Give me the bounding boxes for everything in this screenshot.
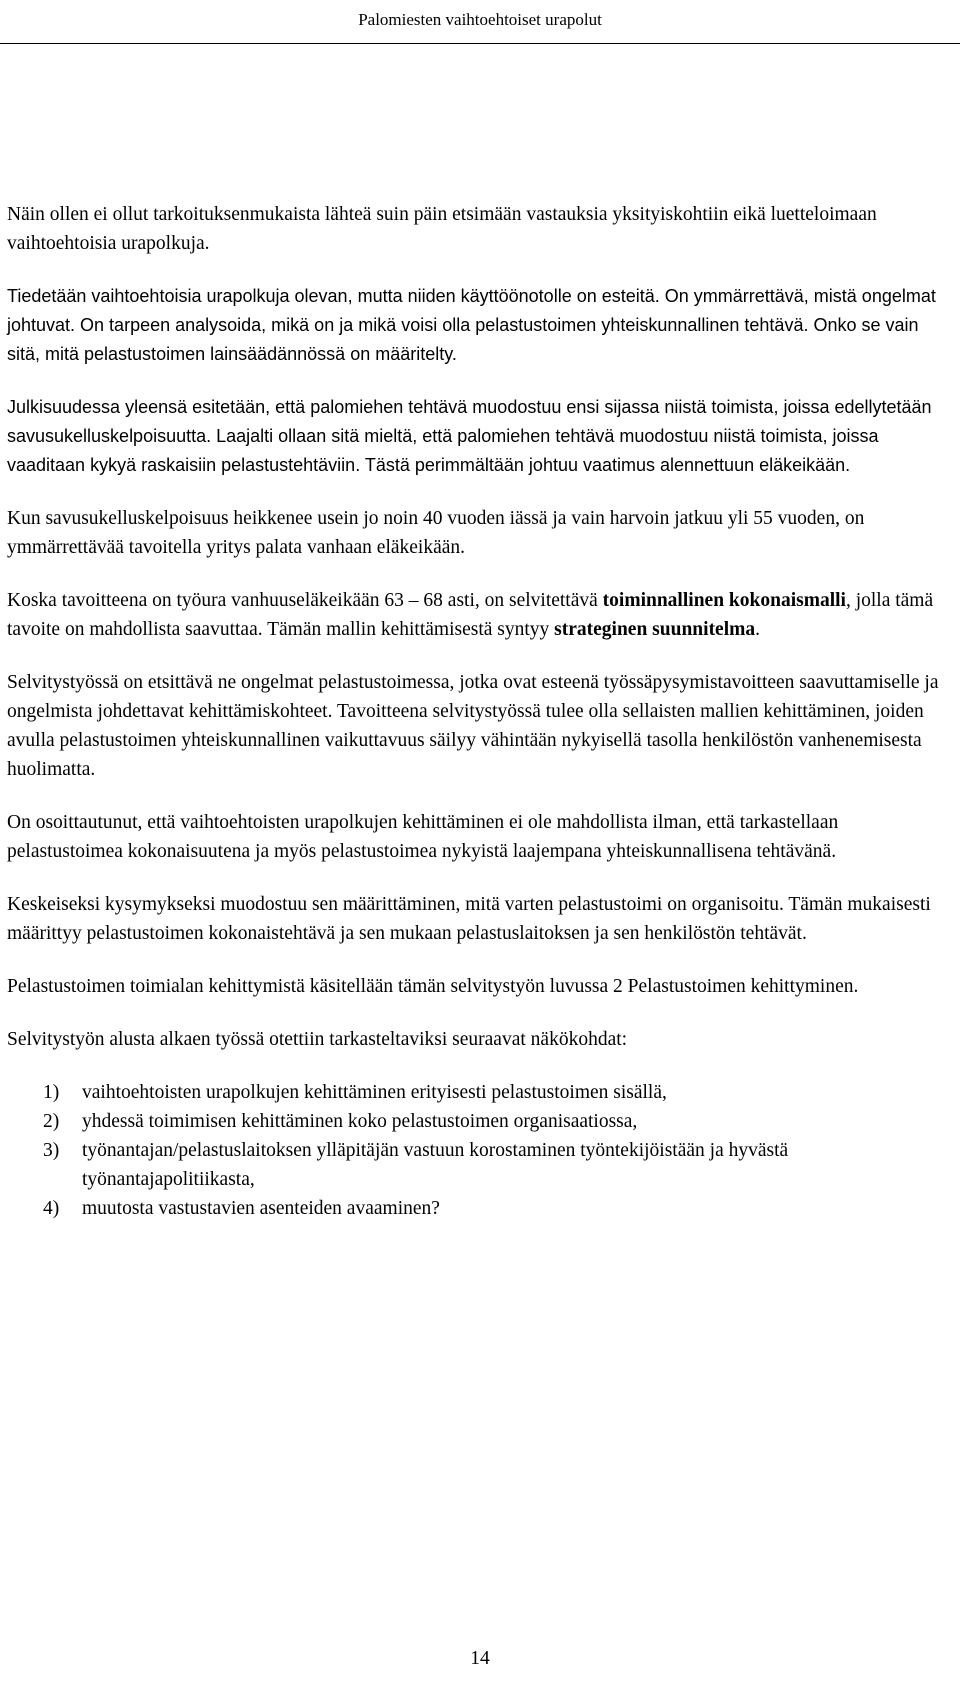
paragraph-2: Tiedetään vaihtoehtoisia urapolkuja olevan, mutta niiden käyttöönotolle on esteitä. On ymmärrettävä, mistä ongelmat johtuvat. On tarpeen analysoida, mikä on ja mikä voisi olla pelastustoimen yhteiskunnallinen tehtävä. Onko se vain sitä, mitä pelastustoimen lainsäädännössä on määritelty.	[7, 286, 936, 364]
header-divider	[0, 43, 960, 44]
emphasis-strateginen-suunnitelma: strateginen suunnitelma	[554, 619, 756, 640]
paragraph-6: Selvitystyössä on etsittävä ne ongelmat pelastustoimessa, jotka ovat esteenä työssäpysymistavoitteen saavuttamiselle ja ongelmista johdettavat kehittämiskohteet. Tavoitteena selvitystyössä tulee olla sellaisten mallien kehittäminen, joiden avulla pelastustoimen yhteiskunnallinen vaikuttavuus säilyy vähintään nykyisellä tasolla henkilöstön vanhenemisesta huolimatta.	[7, 672, 939, 780]
paragraph-1: Näin ollen ei ollut tarkoituksenmukaista lähteä suin päin etsimään vastauksia yksityiskohtiin eikä luetteloimaan vaihtoehtoisia urapolkuja.	[7, 204, 877, 254]
paragraph-5-text-c: , jolla tämä tavoite on mahdollista saavuttaa. Tämän mallin kehittämisestä syntyy	[7, 590, 934, 640]
list-item-text: työnantajan/pelastuslaitoksen ylläpitäjän vastuun korostaminen työntekijöistään ja hyvästä työnantajapolitiikasta,	[82, 1140, 789, 1190]
list-item	[7, 1136, 953, 1194]
paragraph-9: Pelastustoimen toimialan kehittymistä käsitellään tämän selvitystyön luvussa 2 Pelastustoimen kehittyminen.	[7, 976, 859, 997]
list-number: 2)	[43, 1111, 60, 1132]
list-item-text: yhdessä toimimisen kehittäminen koko pelastustoimen organisaatiossa,	[82, 1111, 638, 1132]
paragraph-3: Julkisuudessa yleensä esitetään, että palomiehen tehtävä muodostuu ensi sijassa niistä toimista, joissa edellytetään savusukelluskelpoisuutta. Laajalti ollaan sitä mieltä, että palomiehen tehtävä muodostuu niistä toimista, joissa vaaditaan kykyä raskaisiin pelastustehtäviin. Tästä perimmältään johtuu vaatimus alennettuun eläkeikään.	[7, 397, 932, 475]
paragraph-5-text-a: Koska tavoitteena on työura vanhuuseläkeikään 63 – 68 asti, on selvitettävä	[7, 590, 603, 611]
list-item	[7, 1078, 953, 1107]
paragraph-5-text-e: .	[755, 619, 761, 640]
list-number: 4)	[43, 1198, 60, 1219]
paragraph-7: On osoittautunut, että vaihtoehtoisten urapolkujen kehittäminen ei ole mahdollista ilman, että tarkastellaan pelastustoimea kokonaisuutena ja myös pelastustoimea nykyistä laajempana yhteiskunnallisena tehtävänä.	[7, 812, 839, 862]
list-item	[7, 1194, 953, 1223]
running-header: Palomiesten vaihtoehtoiset urapolut	[358, 10, 602, 29]
list-number: 3)	[43, 1140, 60, 1161]
paragraph-5	[7, 586, 953, 644]
list-item-text: muutosta vastustavien asenteiden avaaminen?	[82, 1198, 440, 1219]
list-item	[7, 1107, 953, 1136]
paragraph-4: Kun savusukelluskelpoisuus heikkenee usein jo noin 40 vuoden iässä ja vain harvoin jatkuu yli 55 vuoden, on ymmärrettävää tavoitella yritys palata vanhaan eläkeikään.	[7, 508, 865, 558]
list-item-text: vaihtoehtoisten urapolkujen kehittäminen erityisesti pelastustoimen sisällä,	[82, 1082, 667, 1103]
emphasis-kokonaismalli: toiminnallinen kokonaismalli	[602, 590, 846, 611]
page-body	[7, 200, 953, 1223]
numbered-list	[7, 1078, 953, 1223]
page-number: 14	[470, 1648, 490, 1669]
paragraph-8: Keskeiseksi kysymykseksi muodostuu sen määrittäminen, mitä varten pelastustoimi on organisoitu. Tämän mukaisesti määrittyy pelastustoimen kokonaistehtävä ja sen mukaan pelastuslaitoksen ja sen henkilöstön tehtävät.	[7, 894, 931, 944]
list-number: 1)	[43, 1082, 60, 1103]
paragraph-10: Selvitystyön alusta alkaen työssä otettiin tarkasteltaviksi seuraavat näkökohdat:	[7, 1029, 628, 1050]
